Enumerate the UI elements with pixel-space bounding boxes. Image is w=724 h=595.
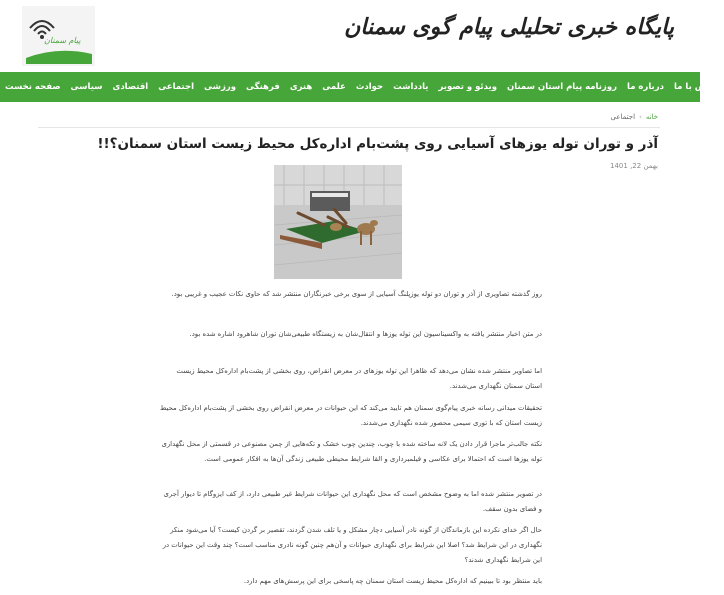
nav-item[interactable]: صفحه نخست [5,82,61,92]
nav-item[interactable]: ویدئو و تصویر [438,82,497,92]
article-paragraph: نکته جالب‌تر ماجرا قرار دادن یک لانه ساخته شده با چوب، چندین چوب خشک و تکه‌هایی از چمن مصنوعی در قسمتی از محل نگهداری توله یوزها است که احتمالا برای عکاسی و فیلمبرداری و القا شرایط محیطی طبیعی زندگی آن‌ها به افکار عمومی است. [161,440,542,463]
article-paragraph: در تصویر منتشر شده اما به وضوح مشخص است که محل نگهداری این حیوانات شرایط غیر طبیعی دارد، از کف ایزوگام تا دیوار آجری و فضای بدون سقف. [163,490,542,513]
breadcrumb [610,113,658,121]
breadcrumb-separator: › [639,113,642,121]
article-paragraph: تحقیقات میدانی رسانه خبری پیام‌گوی سمنان هم تایید می‌کند که این حیوانات در معرض انقراض روی بخشی از پشت‌بام اداره‌کل محیط زیست استان که با توری سیمی محصور شده نگهداری می‌شدند. [159,404,542,427]
breadcrumb-home-link[interactable]: خانه [645,113,658,121]
article-date: بهمن 22, 1401 [610,162,658,170]
nav-item[interactable]: سیاسی [70,82,103,92]
nav-item[interactable]: علمی [322,82,346,92]
nav-item[interactable]: درباره ما [627,82,664,92]
nav-item[interactable]: اجتماعی [158,82,195,92]
article-title: آذر و توران توله یوزهای آسیایی روی پشت‌بام اداره‌کل محیط زیست استان سمنان؟!! [97,136,658,152]
nav-item[interactable]: فرهنگی [246,82,280,92]
nav-item[interactable]: روزنامه پیام استان سمنان [507,82,617,92]
article-paragraph: اما تصاویر منتشر شده نشان می‌دهد که ظاهرا این توله یوزهای در معرض انقراض، روی بخشی از پشت‌بام اداره‌کل محیط زیست استان سمنان نگهداری می‌شدند. [176,367,542,390]
divider [38,127,660,128]
article-paragraph: در متن اخبار منتشر یافته به واکسیناسیون این توله یوزها و انتقال‌شان به زیستگاه طبیعی‌شان توران شاهرود اشاره شده بود. [189,330,542,338]
nav-item[interactable]: ورزشی [204,82,237,92]
site-title: پایگاه خبری تحلیلی پیام گوی سمنان [344,14,674,40]
nav-item[interactable]: حوادث [355,82,384,92]
article-image[interactable] [274,165,402,279]
nav-item[interactable]: یادداشت [393,82,429,92]
article-paragraph: حال اگر خدای نکرده این بازماندگان از گونه نادر آسیایی دچار مشکل و یا تلف شدن گردند، تقصیر بر گردن کیست؟ آیا می‌شود منکر نگهداری در این شرایط شد؟ اصلا این شرایط برای نگهداری حیوانات و آن‌هم چنین گونه نادری مناسب است؟ چند وقت این حیوانات در این شرایط نگهداری شدند؟ [162,526,542,564]
logo-text: پیام سمنان [44,36,81,45]
site-header [0,0,700,72]
breadcrumb-category-link[interactable]: اجتماعی [610,113,636,121]
nav-item[interactable]: تماس با ما [673,82,719,92]
nav-item[interactable]: اقتصادی [112,82,149,92]
site-logo[interactable] [22,6,95,66]
article-paragraph: روز گذشته تصاویری از آذر و توران دو توله یوزپلنگ آسیایی از سوی برخی خبرنگاران منتشر شد که حاوی نکات عجیب و غریبی بود. [171,290,542,298]
main-navbar [0,72,719,102]
nav-item[interactable]: هنری [289,82,313,92]
article-paragraph: باید منتظر بود تا ببینیم که اداره‌کل محیط زیست استان سمنان چه پاسخی برای این پرسش‌های مهم دارد. [243,577,542,585]
